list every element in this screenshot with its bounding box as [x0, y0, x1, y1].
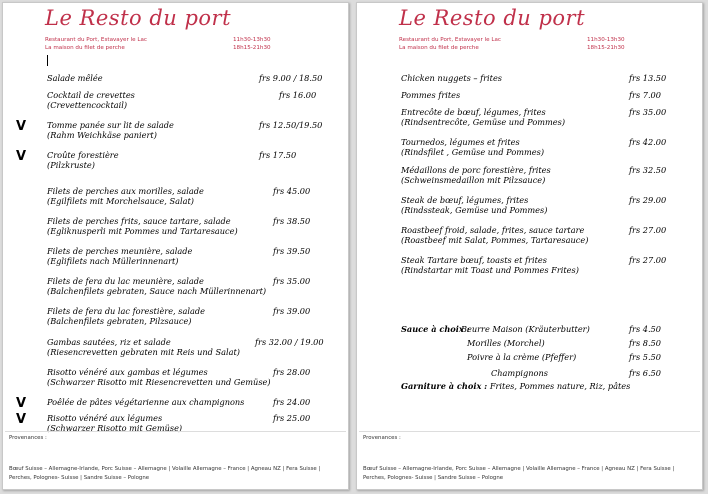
menu-item-price: frs 12.50/19.50	[259, 120, 323, 130]
menu-item-name: Filets de fera du lac forestière, salade	[47, 306, 205, 316]
menu-item-name: Chicken nuggets – frites	[401, 73, 502, 83]
menu-item-price: frs 7.00	[629, 90, 661, 100]
menu-item-name: Cocktail de crevettes	[47, 90, 135, 100]
restaurant-address	[45, 37, 271, 43]
menu-item-translation: (Balchenfilets gebraten, Pilzsauce)	[47, 316, 192, 326]
menu-item-translation: (Schweinsmedaillon mit Pilzsauce)	[401, 175, 546, 185]
tagline-text: La maison du filet de perche	[399, 45, 479, 51]
garnish-line	[401, 381, 630, 391]
menu-item-price: frs 13.50	[629, 73, 667, 83]
menu-item	[47, 246, 192, 266]
menu-item-price: frs 25.00	[273, 413, 311, 423]
dinner-hours: 18h15-21h30	[233, 45, 271, 51]
garnish-text: Frites, Pommes nature, Riz, pâtes	[489, 381, 631, 391]
sauce-price: frs 5.50	[629, 352, 661, 362]
menu-item-translation: (Rindsfilet , Gemüse und Pommes)	[401, 147, 545, 157]
provenance-line2: Perches, Polognes- Suisse | Sandre Suisse – Pologne	[9, 475, 150, 481]
menu-item-name: Steak de bœuf, légumes, frites	[401, 195, 529, 205]
restaurant-title: Le Resto du port	[399, 6, 586, 30]
menu-item	[47, 150, 119, 170]
menu-item-translation: (Roastbeef mit Salat, Pommes, Tartaresauce)	[401, 235, 589, 245]
menu-item-price: frs 39.50	[273, 246, 311, 256]
menu-item-name: Tournedos, légumes et frites	[401, 137, 520, 147]
menu-item-translation: (Egilfilets mit Morchelsauce, Salat)	[47, 196, 194, 206]
menu-item-price: frs 27.00	[629, 255, 667, 265]
menu-item	[47, 306, 205, 326]
menu-item-price: frs 9.00 / 18.50	[259, 73, 323, 83]
menu-item	[401, 195, 547, 215]
provenance-label: Provenances :	[363, 435, 401, 441]
menu-item-name: Risotto vénéré aux légumes	[47, 413, 163, 423]
menu-item-name: Poêlée de pâtes végétarienne aux champignons	[47, 397, 245, 407]
vegetarian-icon: V	[16, 396, 27, 411]
menu-item-price: frs 16.00	[279, 90, 317, 100]
menu-item-translation: (Rindsentrecôte, Gemüse und Pommes)	[401, 117, 566, 127]
menu-page-left	[2, 2, 349, 490]
menu-page-right	[356, 2, 703, 490]
menu-item	[401, 225, 588, 245]
sauce-label: Sauce à choix :	[401, 324, 470, 334]
menu-item	[47, 397, 244, 407]
sauce-price: frs 8.50	[629, 338, 661, 348]
menu-item-translation: (Rindssteak, Gemüse und Pommes)	[401, 205, 548, 215]
menu-item-name: Médaillons de porc forestière, frites	[401, 165, 551, 175]
sauce-item: Beurre Maison (Kräuterbutter)	[461, 324, 590, 334]
text-cursor	[47, 55, 48, 66]
menu-item-name: Entrecôte de bœuf, légumes, frites	[401, 107, 546, 117]
menu-item-translation: (Eglifilets nach Müllerinnenart)	[47, 256, 179, 266]
provenance-label: Provenances :	[9, 435, 47, 441]
menu-item-name: Croûte forestière	[47, 150, 119, 160]
address-text: Restaurant du Port, Estavayer le Lac	[45, 37, 147, 43]
dinner-hours: 18h15-21h30	[587, 45, 625, 51]
menu-item-price: frs 39.00	[273, 306, 311, 316]
menu-item-price: frs 17.50	[259, 150, 297, 160]
restaurant-tagline	[399, 45, 625, 51]
menu-item	[47, 216, 238, 236]
menu-item-name: Filets de perches aux morilles, salade	[47, 186, 204, 196]
menu-item-name: Roastbeef froid, salade, frites, sauce tartare	[401, 225, 585, 235]
menu-item	[47, 186, 204, 206]
menu-item-translation: (Egliknusperli mit Pommes und Tartaresauce)	[47, 226, 238, 236]
menu-item	[47, 276, 266, 296]
menu-item-price: frs 35.00	[273, 276, 311, 286]
sauce-price: frs 6.50	[629, 368, 661, 378]
sauce-item: Poivre à la crème (Pfeffer)	[467, 352, 577, 362]
menu-item	[47, 120, 174, 140]
menu-item-translation: (Rindstartar mit Toast und Pommes Frites)	[401, 265, 579, 275]
menu-item	[401, 107, 565, 127]
menu-item	[47, 90, 135, 110]
lunch-hours: 11h30-13h30	[233, 37, 271, 43]
restaurant-title: Le Resto du port	[45, 6, 232, 30]
menu-item-price: frs 45.00	[273, 186, 311, 196]
menu-item-price: frs 32.50	[629, 165, 667, 175]
lunch-hours: 11h30-13h30	[587, 37, 625, 43]
menu-item-price: frs 27.00	[629, 225, 667, 235]
menu-item-translation: (Pilzkruste)	[47, 160, 95, 170]
menu-item-price: frs 42.00	[629, 137, 667, 147]
menu-item-name: Gambas sautées, riz et salade	[47, 337, 171, 347]
menu-item	[401, 137, 544, 157]
menu-item-name: Filets de fera du lac meunière, salade	[47, 276, 204, 286]
menu-item-name: Pommes frites	[401, 90, 461, 100]
menu-item-translation: (Balchenfilets gebraten, Sauce nach Müllerinnenart)	[47, 286, 267, 296]
garnish-label: Garniture à choix :	[401, 381, 488, 391]
vegetarian-icon: V	[16, 119, 27, 134]
menu-item	[47, 367, 271, 387]
menu-item	[47, 73, 103, 83]
menu-item	[47, 337, 240, 357]
menu-item-translation: (Crevettencocktail)	[47, 100, 128, 110]
provenance-line1: Bœuf Suisse – Allemagne-Irlande, Porc Suisse – Allemagne | Volaille Allemagne – France | Agneau NZ | Fera Suisse |	[9, 466, 321, 472]
provenance-line2: Perches, Polognes- Suisse | Sandre Suisse – Pologne	[363, 475, 504, 481]
menu-item-price: frs 32.00 / 19.00	[255, 337, 324, 347]
menu-item-name: Tomme panée sur lit de salade	[47, 120, 174, 130]
provenance-line1: Bœuf Suisse – Allemagne-Irlande, Porc Suisse – Allemagne | Volaille Allemagne – France | Agneau NZ | Fera Suisse |	[363, 466, 675, 472]
restaurant-address	[399, 37, 625, 43]
menu-item-price: frs 29.00	[629, 195, 667, 205]
menu-item-name: Filets de perches frits, sauce tartare, salade	[47, 216, 231, 226]
menu-item-price: frs 28.00	[273, 367, 311, 377]
menu-item-name: Risotto vénéré aux gambas et légumes	[47, 367, 208, 377]
restaurant-tagline	[45, 45, 271, 51]
footer-divider	[359, 431, 700, 432]
menu-item-translation: (Schwarzer Risotto mit Riesencrevetten und Gemüse)	[47, 377, 271, 387]
menu-item	[47, 413, 182, 433]
menu-item	[401, 73, 502, 83]
vegetarian-icon: V	[16, 149, 27, 164]
menu-item-translation: (Rahm Weichkäse paniert)	[47, 130, 157, 140]
menu-item-name: Steak Tartare bœuf, toasts et frites	[401, 255, 547, 265]
menu-item-name: Filets de perches meunière, salade	[47, 246, 193, 256]
sauce-item: Morilles (Morchel)	[467, 338, 545, 348]
menu-item-translation: (Riesencrevetten gebraten mit Reis und Salat)	[47, 347, 240, 357]
menu-item-price: frs 38.50	[273, 216, 311, 226]
footer-divider	[5, 431, 346, 432]
sauce-price: frs 4.50	[629, 324, 661, 334]
menu-item-name: Salade mêlée	[47, 73, 103, 83]
menu-item-price: frs 24.00	[273, 397, 311, 407]
vegetarian-icon: V	[16, 412, 27, 427]
menu-item	[401, 255, 579, 275]
address-text: Restaurant du Port, Estavayer le Lac	[399, 37, 501, 43]
menu-item-translation: (Schwarzer Risotto mit Gemüse)	[47, 423, 183, 433]
menu-item-price: frs 35.00	[629, 107, 667, 117]
tagline-text: La maison du filet de perche	[45, 45, 125, 51]
menu-item	[401, 165, 551, 185]
sauce-item: Champignons	[491, 368, 548, 378]
menu-item	[401, 90, 460, 100]
